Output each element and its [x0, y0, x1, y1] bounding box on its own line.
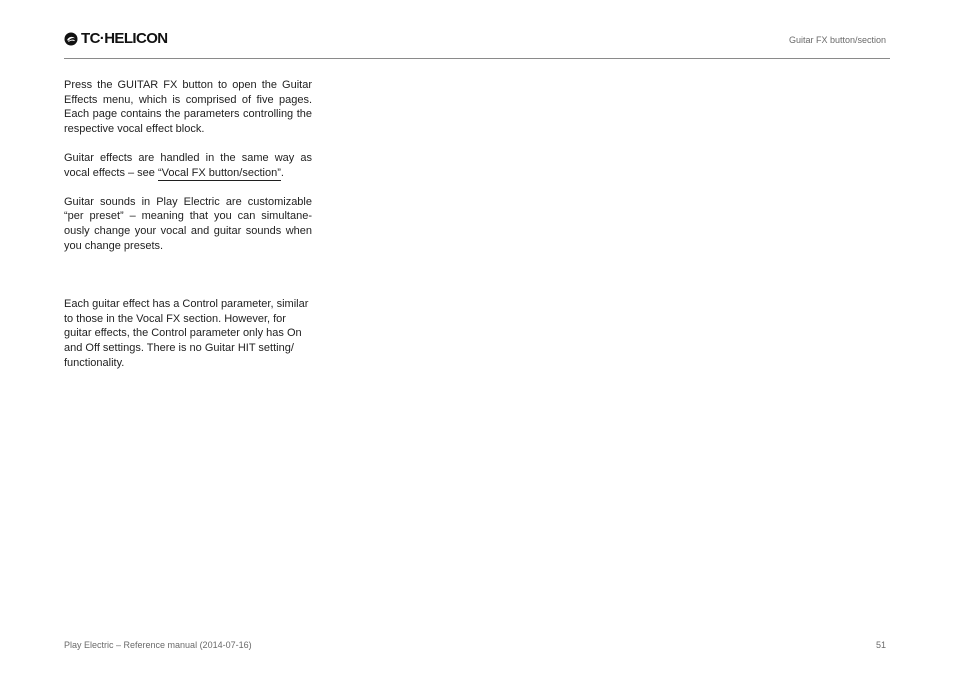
footer-manual-title: Play Electric – Reference manual (2014-07-16)	[64, 640, 252, 650]
logo-wordmark: TC·HELICON	[81, 30, 168, 47]
paragraph-control-parameter: Each guitar effect has a Control parameter, similar to those in the Vocal FX section. However, for guitar effects, the Control parameter only has On and Off settings. There is no Guitar HIT setting/ functionality.	[64, 298, 309, 369]
paragraph-vocal-fx-reference	[64, 151, 312, 180]
body-column	[64, 78, 312, 370]
paragraph-text: Guitar effects are handled in the same way as vocal effects – see	[64, 151, 312, 179]
paragraph-punctuation: .	[280, 166, 284, 179]
paragraph-intro: Press the GUITAR FX button to open the Guitar Effects menu, which is comprised of five pages. Each page contains the parameters controlling the respective vocal effect block.	[64, 79, 312, 135]
vocal-fx-section-link[interactable]: “Vocal FX button/section”	[157, 166, 281, 179]
page-number: 51	[875, 640, 886, 650]
tc-helicon-logo-icon	[64, 32, 78, 46]
section-title: Guitar FX button/section	[788, 35, 886, 45]
header-divider	[64, 58, 890, 59]
brand-logo	[64, 31, 168, 47]
paragraph-per-preset: Guitar sounds in Play Electric are customizable “per preset” – meaning that you can simultaneously change your vocal and guitar sounds when you change presets.	[64, 195, 312, 252]
